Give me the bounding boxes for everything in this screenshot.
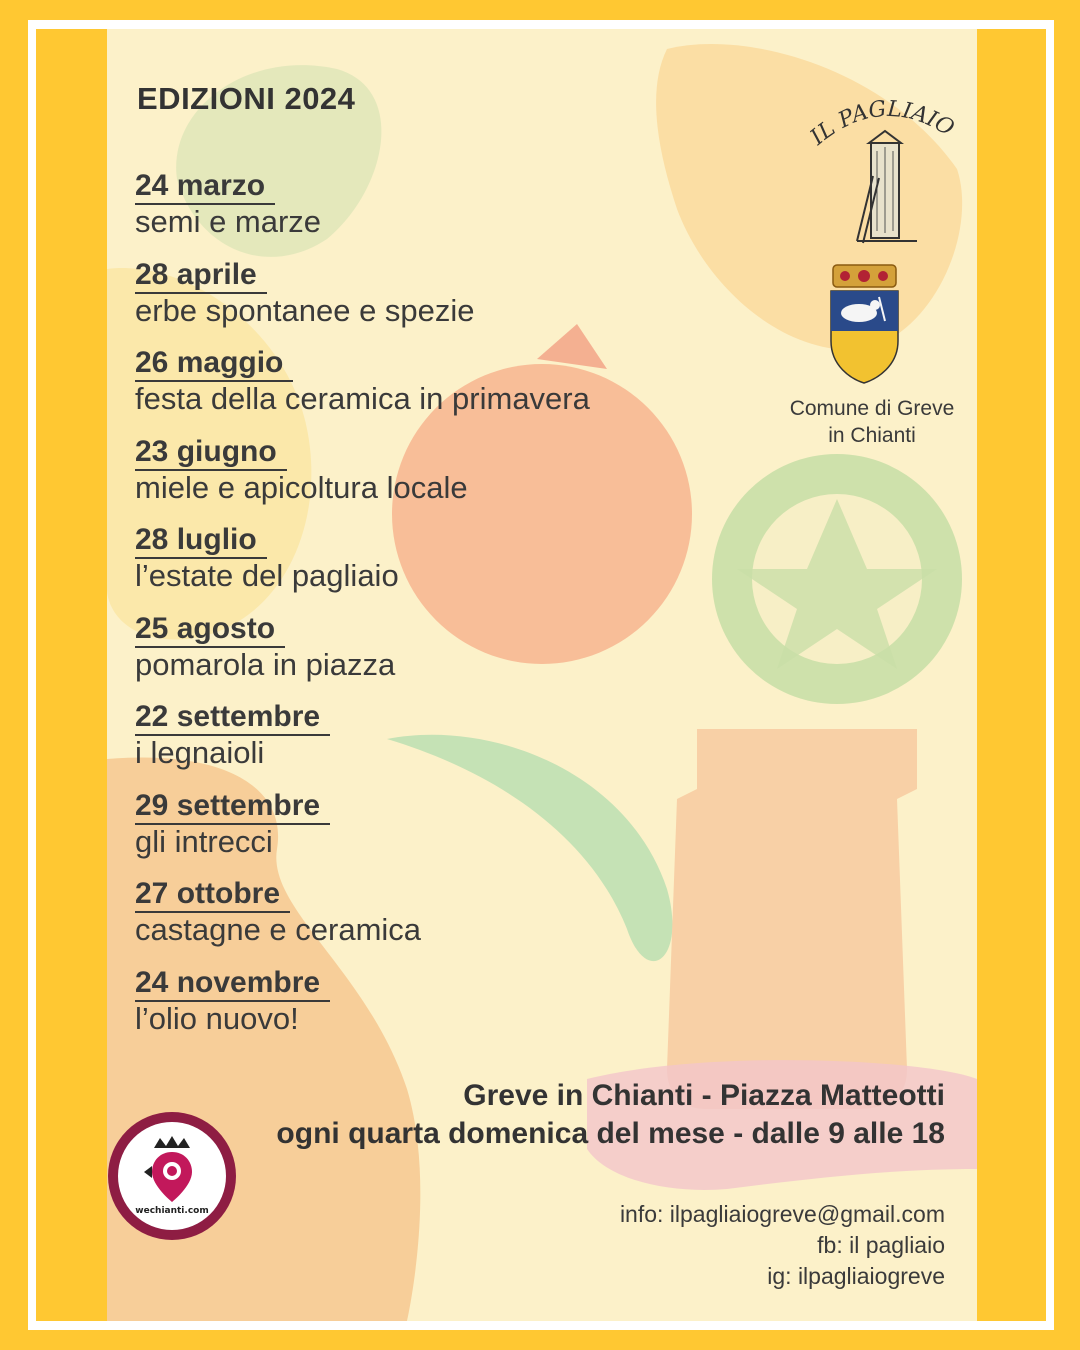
comune-line-2: in Chianti: [828, 424, 916, 447]
comune-crest-icon: [827, 261, 902, 385]
comune-label: [762, 395, 977, 449]
contact-facebook[interactable]: fb: il pagliaio: [817, 1232, 945, 1258]
event-theme: semi e marze: [135, 204, 322, 239]
wechianti-badge-inner: [118, 1122, 226, 1230]
event-theme: castagne e ceramica: [135, 912, 422, 947]
il-pagliaio-logo: [797, 81, 972, 251]
event-theme: l’olio nuovo!: [135, 1000, 299, 1036]
poster-title: EDIZIONI 2024: [137, 81, 356, 116]
venue-info: [276, 1077, 945, 1153]
event-item: [135, 612, 755, 701]
wechianti-site-label: wechianti.com: [135, 1206, 209, 1216]
event-theme: festa della ceramica in primavera: [135, 381, 590, 416]
event-date: 29 settembre: [135, 789, 330, 825]
event-date: 28 luglio: [135, 523, 267, 559]
event-item: [135, 169, 755, 258]
logo-text: IL PAGLIAIO: [805, 96, 959, 151]
event-date: 25 agosto: [135, 612, 285, 648]
event-theme: i legnaioli: [135, 735, 265, 770]
venue-location: Greve in Chianti - Piazza Matteotti: [463, 1079, 945, 1112]
event-list: [135, 169, 755, 1054]
event-item: [135, 258, 755, 347]
contact-info: [620, 1199, 945, 1292]
event-date: 28 aprile: [135, 258, 267, 294]
event-item: [135, 966, 755, 1055]
event-theme: l’estate del pagliaio: [135, 558, 399, 593]
event-theme: pomarola in piazza: [135, 646, 396, 682]
wechianti-badge[interactable]: [108, 1112, 236, 1240]
event-date: 22 settembre: [135, 700, 330, 736]
event-item: [135, 435, 755, 524]
event-theme: gli intrecci: [135, 823, 273, 859]
venue-schedule: ogni quarta domenica del mese - dalle 9 alle 18: [276, 1117, 945, 1150]
event-item: [135, 346, 755, 435]
event-date: 26 maggio: [135, 346, 293, 382]
event-item: [135, 877, 755, 966]
event-item: [135, 789, 755, 878]
event-date: 24 marzo: [135, 169, 275, 205]
event-theme: erbe spontanee e spezie: [135, 292, 475, 328]
event-item: [135, 523, 755, 612]
comune-line-1: Comune di Greve: [789, 397, 955, 420]
event-date: 24 novembre: [135, 966, 330, 1002]
event-poster: [107, 29, 977, 1321]
event-date: 23 giugno: [135, 435, 287, 471]
event-date: 27 ottobre: [135, 877, 290, 913]
contact-instagram[interactable]: ig: ilpagliaiogreve: [767, 1263, 945, 1289]
event-item: [135, 700, 755, 789]
event-theme: miele e apicoltura locale: [135, 469, 468, 505]
contact-email[interactable]: info: ilpagliaiogreve@gmail.com: [619, 1201, 945, 1227]
